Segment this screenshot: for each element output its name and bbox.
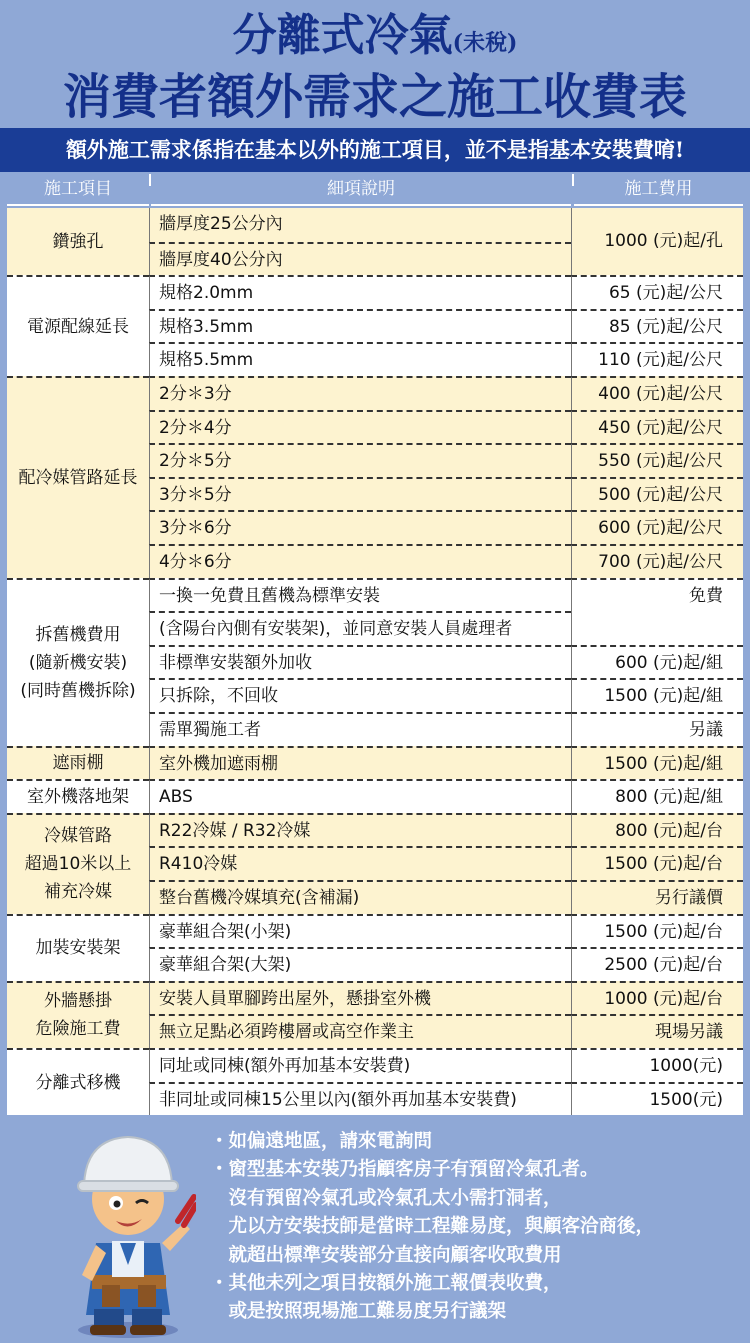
detail-cell: (含陽台內側有安裝架)，並同意安裝人員處理者: [149, 611, 571, 645]
price-cell: 800 (元)起/台: [571, 813, 743, 847]
page-subtitle: 消費者額外需求之施工收費表: [62, 69, 687, 125]
detail-cell: 牆厚度40公分內: [149, 242, 571, 276]
price-cell: 免費: [571, 578, 743, 645]
detail-cell: 安裝人員單腳跨出屋外，懸掛室外機: [149, 981, 571, 1015]
fee-table: [7, 208, 743, 1116]
price-cell: 1000(元): [571, 1048, 743, 1082]
page-title: [0, 6, 750, 73]
category-cell: 鑽強孔: [7, 208, 149, 275]
detail-cell: 2分＊5分: [149, 443, 571, 477]
worker-with-pliers-icon: [66, 1125, 196, 1340]
detail-cell: 非標準安裝額外加收: [149, 645, 571, 679]
title-suffix: (未稅): [452, 30, 518, 56]
detail-cell: 室外機加遮雨棚: [149, 746, 571, 780]
price-cell: 700 (元)起/公尺: [571, 544, 743, 578]
detail-cell: 3分＊5分: [149, 477, 571, 511]
price-cell: 2500 (元)起/台: [571, 947, 743, 981]
price-cell: 600 (元)起/公尺: [571, 510, 743, 544]
category-cell: 室外機落地架: [7, 779, 149, 813]
category-cell: 電源配線延長: [7, 275, 149, 376]
price-cell: 現場另議: [571, 1014, 743, 1048]
detail-cell: 豪華組合架(小架): [149, 914, 571, 948]
price-cell: 1500 (元)起/台: [571, 914, 743, 948]
price-cell: 1000 (元)起/台: [571, 981, 743, 1015]
price-cell: 1000 (元)起/孔: [571, 208, 743, 275]
note-line: ・窗型基本安裝乃指顧客房子有預留冷氣孔者。: [210, 1159, 599, 1181]
notice-banner: 額外施工需求係指在基本以外的施工項目，並不是指基本安裝費唷!: [0, 128, 750, 172]
header-divider: [149, 174, 151, 186]
note-line: 或是按照現場施工難易度另行議架: [210, 1301, 507, 1323]
category-cell: 外牆懸掛 危險施工費: [7, 981, 149, 1048]
category-cell: 加裝安裝架: [7, 914, 149, 981]
category-cell: 拆舊機費用 (隨新機安裝) (同時舊機拆除): [7, 578, 149, 746]
detail-cell: 3分＊6分: [149, 510, 571, 544]
detail-cell: R410冷媒: [149, 846, 571, 880]
detail-cell: 規格3.5mm: [149, 309, 571, 343]
title-main: 分離式冷氣: [232, 10, 453, 61]
price-cell: 另議: [571, 712, 743, 746]
price-cell: 85 (元)起/公尺: [571, 309, 743, 343]
price-cell: 110 (元)起/公尺: [571, 342, 743, 376]
header-fee: 施工費用: [574, 174, 743, 206]
detail-cell: 2分＊4分: [149, 410, 571, 444]
price-cell: 500 (元)起/公尺: [571, 477, 743, 511]
price-cell: 65 (元)起/公尺: [571, 275, 743, 309]
note-line: 尤以方安裝技師是當時工程難易度，與顧客洽商後，: [210, 1216, 655, 1238]
price-cell: 400 (元)起/公尺: [571, 376, 743, 410]
detail-cell: 規格2.0mm: [149, 275, 571, 309]
detail-cell: 規格5.5mm: [149, 342, 571, 376]
detail-cell: 非同址或同棟15公里以內(額外再加基本安裝費): [149, 1082, 571, 1116]
detail-cell: 只拆除，不回收: [149, 678, 571, 712]
price-cell: 800 (元)起/組: [571, 779, 743, 813]
price-cell: 1500 (元)起/組: [571, 746, 743, 780]
note-line: 就超出標準安裝部分直接向顧客收取費用: [210, 1244, 562, 1266]
detail-cell: 同址或同棟(額外再加基本安裝費): [149, 1048, 571, 1082]
note-line: ・其他未列之項目按額外施工報價表收費，: [210, 1273, 562, 1295]
price-cell: 1500 (元)起/組: [571, 678, 743, 712]
category-cell: 分離式移機: [7, 1048, 149, 1115]
detail-cell: 一換一免費且舊機為標準安裝: [149, 578, 571, 612]
category-cell: 遮雨棚: [7, 746, 149, 780]
header-divider: [572, 174, 574, 186]
detail-cell: ABS: [149, 779, 571, 813]
price-cell: 另行議價: [571, 880, 743, 914]
note-line: ・如偏遠地區，請來電詢問: [210, 1131, 433, 1152]
detail-cell: 豪華組合架(大架): [149, 947, 571, 981]
price-cell: 450 (元)起/公尺: [571, 410, 743, 444]
note-line: 沒有預留冷氣孔或冷氣孔太小需打洞者，: [210, 1187, 562, 1209]
detail-cell: 牆厚度25公分內: [149, 208, 571, 242]
detail-cell: 4分＊6分: [149, 544, 571, 578]
category-cell: 冷媒管路 超過10米以上 補充冷媒: [7, 813, 149, 914]
detail-cell: R22冷媒 / R32冷媒: [149, 813, 571, 847]
price-cell: 1500(元): [571, 1082, 743, 1116]
detail-cell: 整台舊機冷媒填充(含補漏): [149, 880, 571, 914]
price-cell: 600 (元)起/組: [571, 645, 743, 679]
price-cell: 1500 (元)起/台: [571, 846, 743, 880]
detail-cell: 無立足點必須跨樓層或高空作業主: [149, 1014, 571, 1048]
header-detail: 細項說明: [151, 174, 571, 206]
header-item: 施工項目: [7, 174, 149, 206]
price-cell: 550 (元)起/公尺: [571, 443, 743, 477]
detail-cell: 需單獨施工者: [149, 712, 571, 746]
category-cell: 配冷媒管路延長: [7, 376, 149, 578]
notes-list: [210, 1128, 745, 1327]
detail-cell: 2分＊3分: [149, 376, 571, 410]
